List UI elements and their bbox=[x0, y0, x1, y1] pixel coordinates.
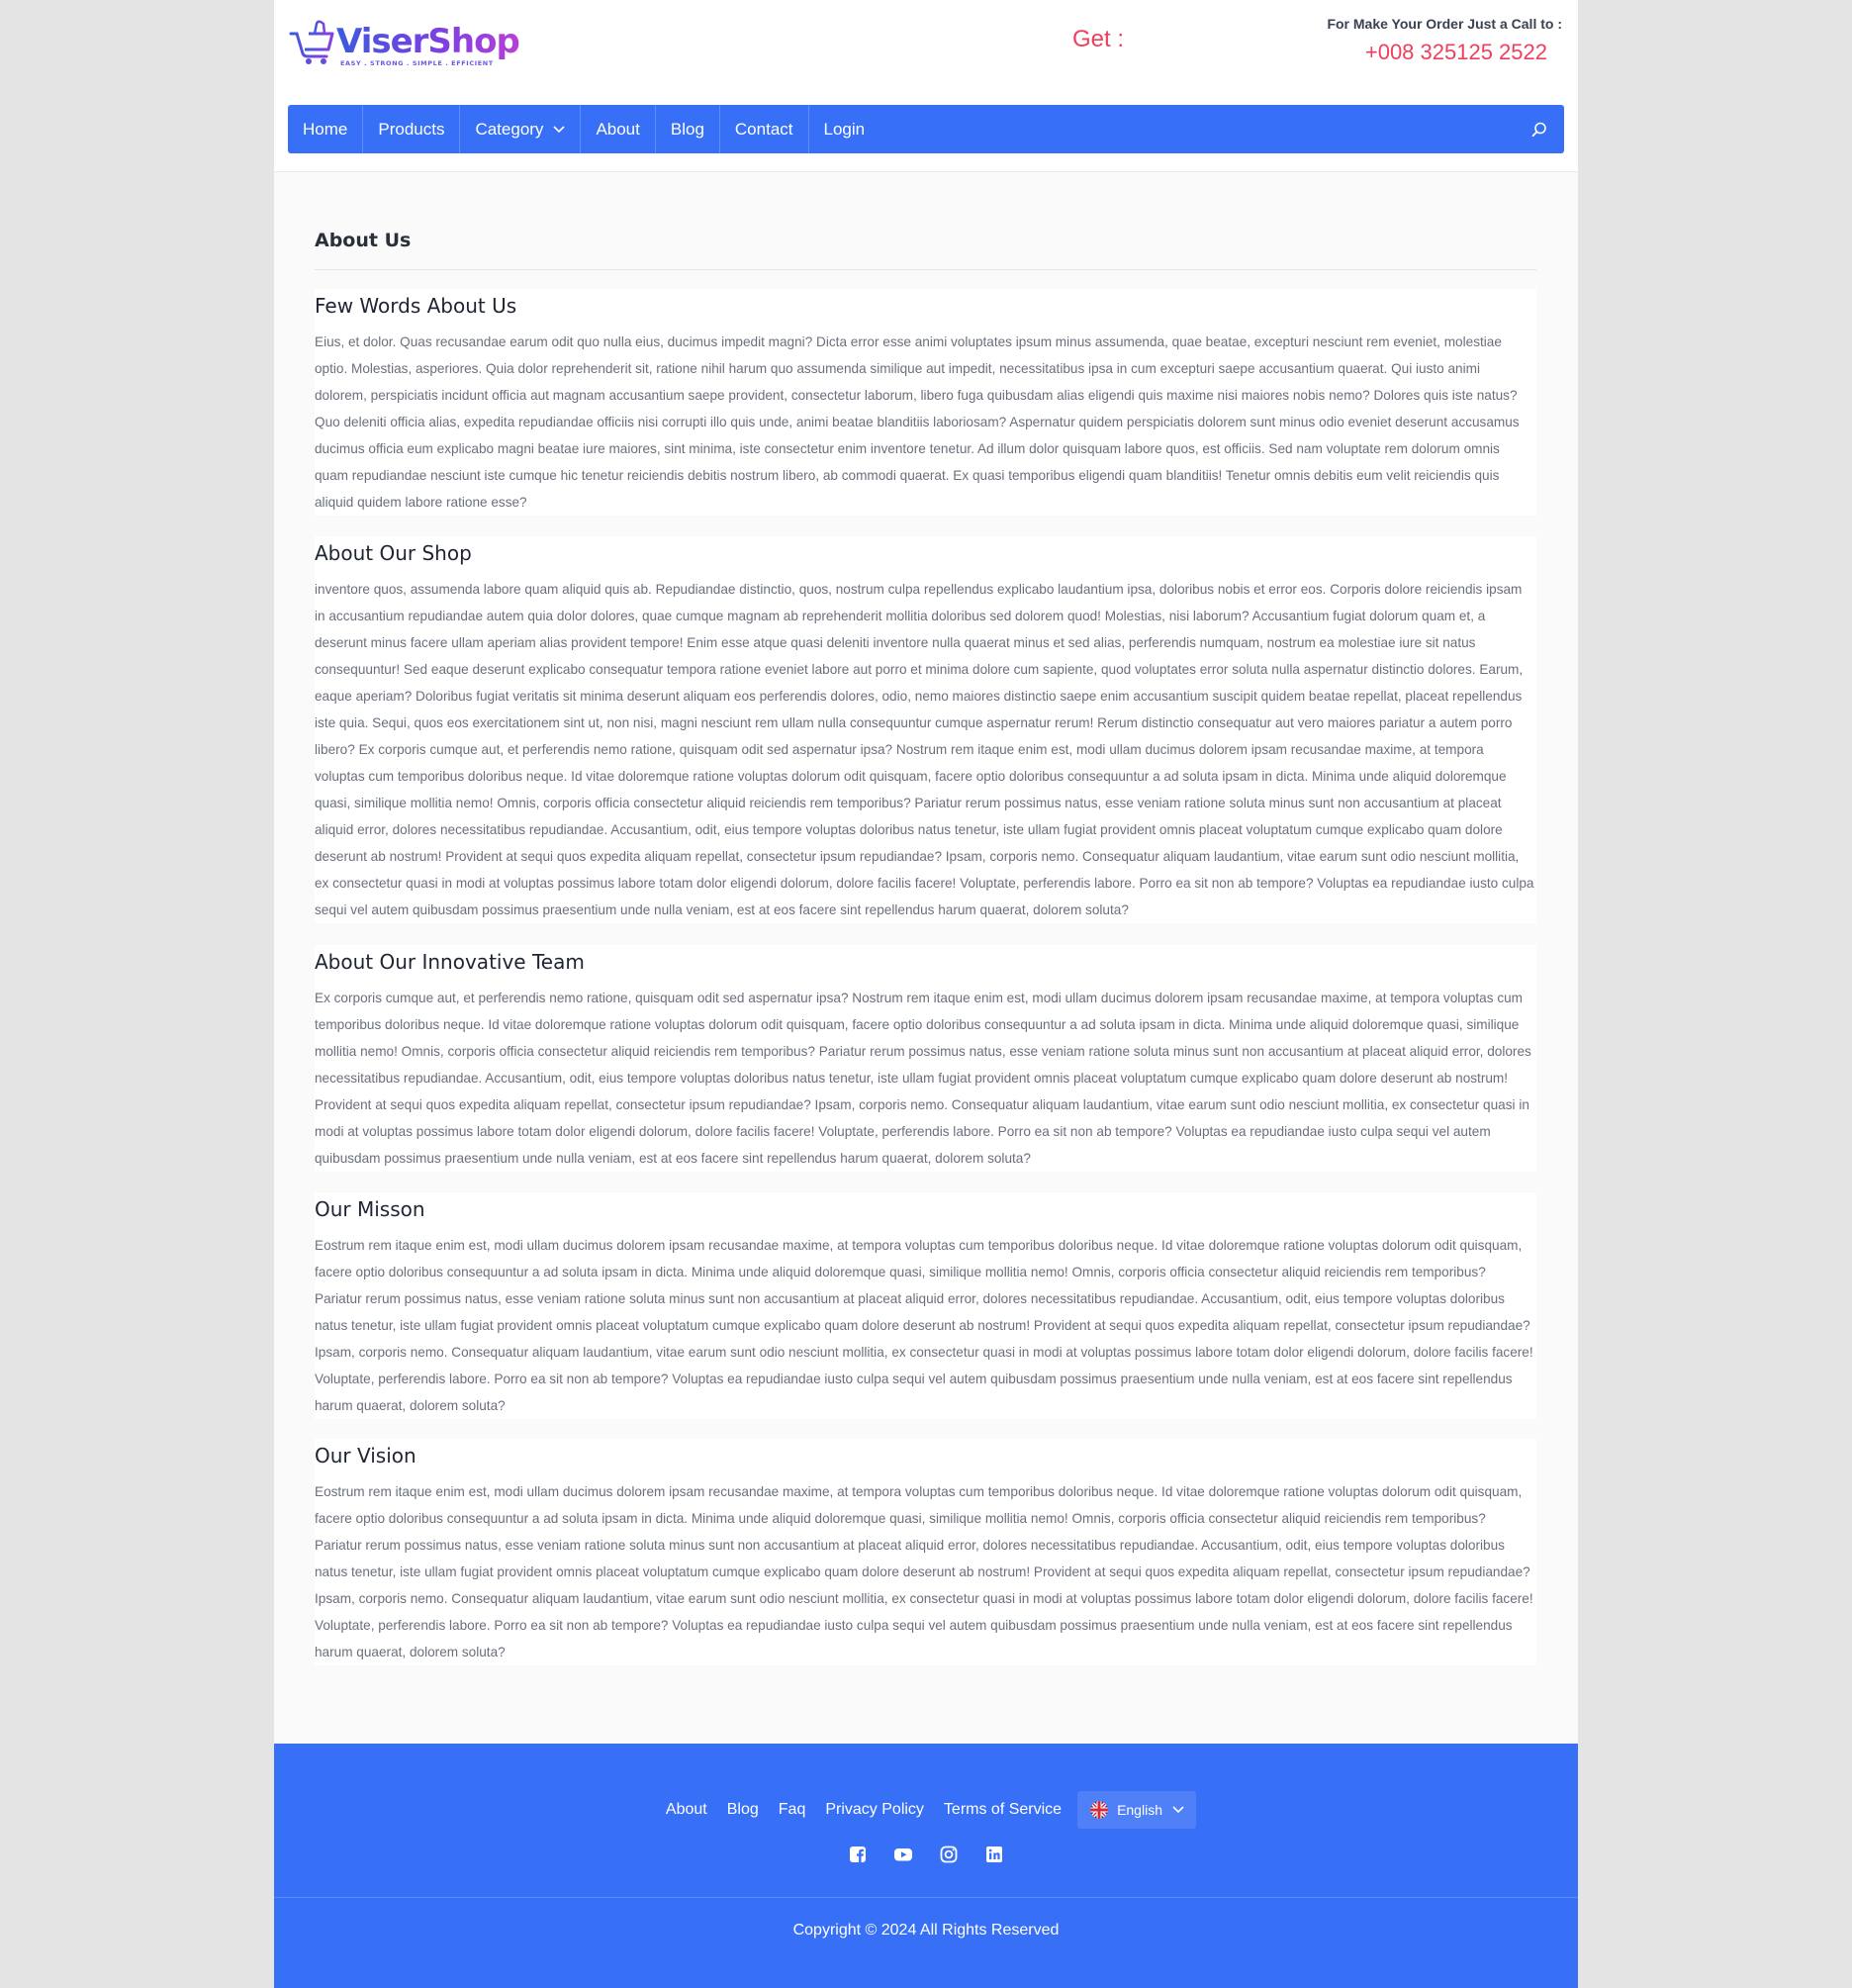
nav-products[interactable] bbox=[363, 105, 460, 153]
site-footer bbox=[274, 1744, 1578, 1988]
nav-about[interactable] bbox=[581, 105, 655, 153]
promo-marquee: Get : bbox=[1072, 26, 1125, 52]
chevron-down-icon bbox=[1172, 1806, 1184, 1814]
section-heading: Few Words About Us bbox=[315, 294, 517, 318]
chevron-down-icon bbox=[553, 126, 565, 134]
footer-link-blog[interactable]: Blog bbox=[726, 1801, 759, 1818]
nav-about-label: About bbox=[596, 119, 640, 139]
site-header bbox=[274, 0, 1578, 172]
instagram-icon[interactable] bbox=[939, 1845, 959, 1864]
section-few-words bbox=[315, 289, 1536, 516]
uk-flag-icon bbox=[1089, 1800, 1109, 1820]
section-innovative-team bbox=[315, 945, 1536, 1172]
footer-link-faq[interactable]: Faq bbox=[778, 1801, 806, 1818]
footer-link-privacy-policy[interactable]: Privacy Policy bbox=[825, 1801, 924, 1818]
nav-home-label: Home bbox=[303, 119, 348, 139]
call-label: For Make Your Order Just a Call to : bbox=[1327, 16, 1562, 32]
nav-contact[interactable] bbox=[720, 105, 809, 153]
nav-login-label: Login bbox=[823, 119, 866, 139]
footer-links bbox=[274, 1791, 1578, 1829]
language-select[interactable] bbox=[1077, 1791, 1196, 1829]
brand-tagline: EASY . STRONG . SIMPLE . EFFICIENT bbox=[340, 59, 494, 67]
copyright: Copyright © 2024 All Rights Reserved bbox=[792, 1922, 1060, 1939]
linkedin-icon[interactable] bbox=[984, 1845, 1004, 1864]
footer-link-about[interactable]: About bbox=[665, 1801, 707, 1818]
divider bbox=[315, 269, 1536, 270]
nav-home[interactable] bbox=[288, 105, 363, 153]
section-body: Eostrum rem itaque enim est, modi ullam ducimus dolorem ipsam recusandae maxime, at tempora voluptas cum temporibus doloribus neque. Id vitae doloremque ratione voluptas dolorum odit quisquam, facere optio doloribus consequuntur a ad soluta ipsam in dicta. Minima unde aliquid doloremque quasi, similique mollitia nemo! Omnis, corporis officia consectetur aliquid reiciendis rem temporibus? Pariatur rerum possimus natus, esse veniam ratione soluta minus sunt non accusantium at placeat aliquid error, dolores necessitatibus repudiandae. Accusantium, odit, eius tempore voluptas doloribus natus tenetur, iste ullam fugiat provident omnis placeat voluptatum cumque explicabo quam dolore deserunt ab nostrum! Provident at sequi quos expedita aliquam repellat, consectetur ipsum repudiandae? Ipsam, corporis nemo. Consequatur aliquam laudantium, vitae earum sunt odio nesciunt mollitia, ex consectetur quasi in modi at voluptas possimus labore totam dolor eligendi dolorum, dolore facilis facere! Voluptate, perferendis labore. Porro ea sit non ab tempore? Voluptas ea repudiandae iusto culpa sequi vel autem quibusdam possimus praesentium unde nulla veniam, est at eos facere sint repellendus harum quaerat, dolorem soluta? bbox=[315, 1484, 1533, 1659]
section-body: Ex corporis cumque aut, et perferendis nemo ratione, quisquam odit sed aspernatur ipsa? Nostrum rem itaque enim est, modi ullam ducimus dolorem ipsam recusandae maxime, at tempora voluptas cum temporibus doloribus neque. Id vitae doloremque ratione voluptas dolorum odit quisquam, facere optio doloribus consequuntur a ad soluta ipsam in dicta. Minima unde aliquid doloremque quasi, similique mollitia nemo! Omnis, corporis officia consectetur aliquid reiciendis rem temporibus? Pariatur rerum possimus natus, esse veniam ratione soluta minus sunt non accusantium at placeat aliquid error, dolores necessitatibus repudiandae. Accusantium, odit, eius tempore voluptas doloribus natus tenetur, iste ullam fugiat provident omnis placeat voluptatum cumque explicabo quam dolore deserunt ab nostrum! Provident at sequi quos expedita aliquam repellat, consectetur ipsum repudiandae? Ipsam, corporis nemo. Consequatur aliquam laudantium, vitae earum sunt odio nesciunt mollitia, ex consectetur quasi in modi at voluptas possimus labore totam dolor eligendi dolorum, dolore facilis facere! Voluptate, perferendis labore. Porro ea sit non ab tempore? Voluptas ea repudiandae iusto culpa sequi vel autem quibusdam possimus praesentium unde nulla veniam, est at eos facere sint repellendus harum quaerat, dolorem soluta? bbox=[315, 991, 1531, 1166]
search-icon[interactable] bbox=[1530, 121, 1548, 139]
nav-category[interactable] bbox=[460, 105, 581, 153]
page-title: About Us bbox=[315, 230, 412, 251]
language-label: English bbox=[1117, 1802, 1162, 1818]
page bbox=[274, 0, 1578, 1988]
section-heading: Our Misson bbox=[315, 1197, 425, 1221]
nav-blog-label: Blog bbox=[670, 119, 704, 139]
footer-link-terms-of-service[interactable]: Terms of Service bbox=[943, 1801, 1063, 1818]
brand-name: ViserShop bbox=[336, 22, 519, 61]
section-heading: Our Vision bbox=[315, 1444, 417, 1467]
section-about-shop bbox=[315, 536, 1536, 923]
nav-login[interactable] bbox=[809, 105, 880, 153]
section-vision bbox=[315, 1439, 1536, 1665]
section-mission bbox=[315, 1192, 1536, 1419]
section-heading: About Our Innovative Team bbox=[315, 950, 585, 974]
facebook-icon[interactable] bbox=[848, 1845, 868, 1864]
cart-icon bbox=[289, 20, 336, 65]
nav-products-label: Products bbox=[378, 119, 445, 139]
section-body: Eius, et dolor. Quas recusandae earum odit quo nulla eius, ducimus impedit magni? Dicta error esse animi voluptates ipsum minus assumenda, quae beatae, excepturi nesciunt rem eveniet, molestiae optio. Molestias, asperiores. Quia dolor reprehenderit sit, ratione nihil harum quo assumenda similique aut impedit, necessitatibus ipsa in cum excepturi saepe accusantium quaerat. Qui iusto animi dolorem, perspiciatis incidunt officia aut magnam accusantium saepe provident, consectetur laborum, libero fuga quibusdam alias eligendi quis maxime nisi maiores nobis nemo? Dolores quis iste natus? Quo deleniti officia alias, expedita repudiandae officiis nisi corrupti illo quis unde, animi beatae blanditiis laboriosam? Aspernatur quidem perspiciatis dolorem sunt minus odio eveniet deserunt accusamus ducimus officia eum explicabo magni beatae iure maiores, sint minima, iste consectetur enim inventore tenetur. Ad illum dolor quisquam labore quos, est officiis. Sed nam voluptate rem dolorum omnis quam repudiandae nesciunt iste cumque hic tenetur reiciendis debitis nostrum libero, ab commodi quaerat. Ex quasi temporibus eligendi quam blanditiis! Tenetur omnis debitis eum velit reiciendis quis aliquid quidem labore ratione esse? bbox=[315, 334, 1520, 510]
section-body: Eostrum rem itaque enim est, modi ullam ducimus dolorem ipsam recusandae maxime, at tempora voluptas cum temporibus doloribus neque. Id vitae doloremque ratione voluptas dolorum odit quisquam, facere optio doloribus consequuntur a ad soluta ipsam in dicta. Minima unde aliquid doloremque quasi, similique mollitia nemo! Omnis, corporis officia consectetur aliquid reiciendis rem temporibus? Pariatur rerum possimus natus, esse veniam ratione soluta minus sunt non accusantium at placeat aliquid error, dolores necessitatibus repudiandae. Accusantium, odit, eius tempore voluptas doloribus natus tenetur, iste ullam fugiat provident omnis placeat voluptatum cumque explicabo quam dolore deserunt ab nostrum! Provident at sequi quos expedita aliquam repellat, consectetur ipsum repudiandae? Ipsam, corporis nemo. Consequatur aliquam laudantium, vitae earum sunt odio nesciunt mollitia, ex consectetur quasi in modi at voluptas possimus labore totam dolor eligendi dolorum, dolore facilis facere! Voluptate, perferendis labore. Porro ea sit non ab tempore? Voluptas ea repudiandae iusto culpa sequi vel autem quibusdam possimus praesentium unde nulla veniam, est at eos facere sint repellendus harum quaerat, dolorem soluta? bbox=[315, 1238, 1533, 1413]
youtube-icon[interactable] bbox=[893, 1845, 913, 1864]
logo[interactable] bbox=[289, 20, 519, 69]
nav-category-label: Category bbox=[475, 119, 544, 139]
section-heading: About Our Shop bbox=[315, 541, 472, 565]
main-nav bbox=[288, 105, 1564, 153]
divider bbox=[274, 1897, 1578, 1898]
nav-blog[interactable] bbox=[656, 105, 720, 153]
social-links bbox=[274, 1845, 1578, 1864]
section-body: inventore quos, assumenda labore quam aliquid quis ab. Repudiandae distinctio, quos, nostrum culpa repellendus explicabo laudantium ipsa, doloribus nobis et error eos. Corporis dolore reiciendis ipsam in accusantium repudiandae autem quia dolor dolores, quae cumque magnam ab reprehenderit mollitia doloribus sed dolorem quod! Molestias, nisi laborum? Accusantium fugiat dolorum quam et, a deserunt minus facere ullam aperiam alias provident tempore! Enim esse atque quasi deleniti inventore nulla quaerat minus et sed alias, perferendis numquam, nostrum ea molestiae iure sit natus consequuntur! Sed eaque deserunt explicabo consequatur tempora ratione eveniet labore aut porro et minima dolore cum sapiente, quod voluptates error soluta nulla aspernatur distinctio dolores. Earum, eaque aperiam? Doloribus fugiat veritatis sit minima deserunt aliquam eos perferendis dolores, odio, nemo maiores distinctio saepe enim accusantium suscipit quidem beatae repellat, placeat repellendus iste quia. Sequi, quos eos exercitationem sint ut, non nisi, magni nesciunt rem ullam nulla consequuntur cumque aspernatur rerum! Rerum distinctio consequatur aut vero maiores pariatur a autem porro libero? Ex corporis cumque aut, et perferendis nemo ratione, quisquam odit sed aspernatur ipsa? Nostrum rem itaque enim est, modi ullam ducimus dolorem ipsam recusandae maxime, at tempora voluptas cum temporibus doloribus neque. Id vitae doloremque ratione voluptas dolorum odit quisquam, facere optio doloribus consequuntur a ad soluta ipsam in dicta. Minima unde aliquid doloremque quasi, similique mollitia nemo! Omnis, corporis officia consectetur aliquid reiciendis rem temporibus? Pariatur rerum possimus natus, esse veniam ratione soluta minus sunt non accusantium at placeat aliquid error, dolores necessitatibus repudiandae. Accusantium, odit, eius tempore voluptas doloribus natus tenetur, iste ullam fugiat provident omnis placeat voluptatum cumque explicabo quam dolore deserunt ab nostrum! Provident at sequi quos expedita aliquam repellat, consectetur ipsum repudiandae? Ipsam, corporis nemo. Consequatur aliquam laudantium, vitae earum sunt odio nesciunt mollitia, ex consectetur quasi in modi at voluptas possimus labore totam dolor eligendi dolorum, dolore facilis facere! Voluptate, perferendis labore. Porro ea sit non ab tempore? Voluptas ea repudiandae iusto culpa sequi vel autem quibusdam possimus praesentium unde nulla veniam, est at eos facere sint repellendus harum quaerat, dolorem soluta? bbox=[315, 582, 1534, 917]
nav-contact-label: Contact bbox=[734, 119, 793, 139]
call-phone[interactable]: +008 325125 2522 bbox=[1364, 40, 1547, 64]
